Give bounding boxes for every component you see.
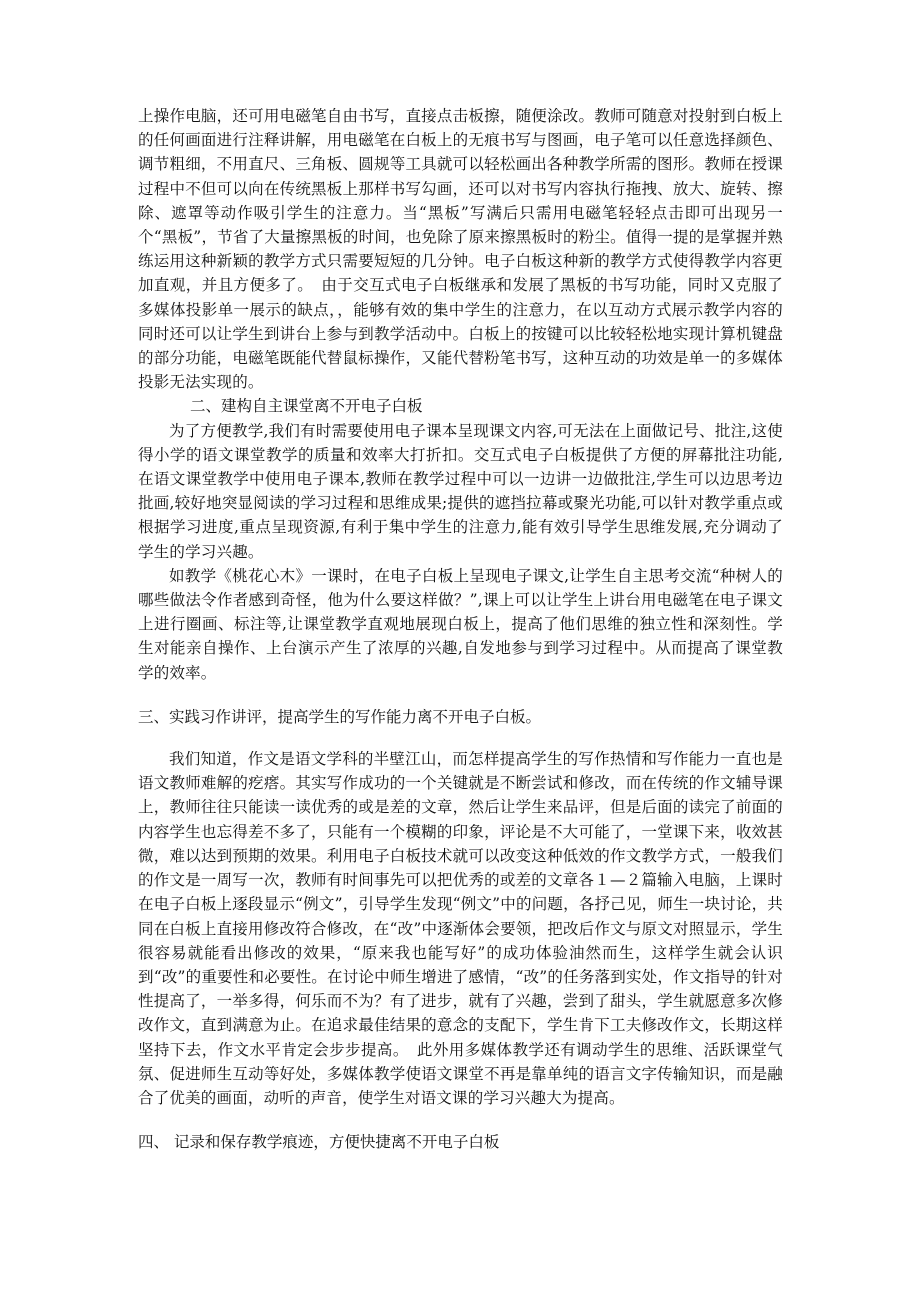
spacer: [138, 1110, 783, 1130]
section-heading-4: 四、 记录和保存教学痕迹，方便快捷离不开电子白板: [138, 1133, 500, 1152]
body-paragraph-4: 我们知道，作文是语文学科的半壁江山，而怎样提高学生的写作热情和写作能力一直也是语文教师难解的疙瘩。其实写作成功的一个关键就是不断尝试和修改，而在传统的作文辅导课上，教师往往只能读一读优秀的或是差的文章，然后让学生来品评，但是后面的读完了前面的内容学生也忘得差不多了，只能有一个模糊的印象，评论是不大可能了，一堂课下来，收效甚微，难以达到预期的效果。利用电子白板技术就可以改变这种低效的作文教学方式，一般我们的作文是一周写一次，教师有时间事先可以把优秀的或差的文章各１—２篇输入电脑，上课时在电子白板上逐段显示“例文”，引导学生发现“例文”中的问题，各抒己见，师生一块讨论，共同在白板上直接用修改符合修改，在“改”中逐渐体会要领，把改后作文与原文对照显示，学生很容易就能看出修改的效果，“原来我也能写好”的成功体验油然而生，这样学生就会认识到“改”的重要性和必要性。在讨论中师生增进了感情，“改”的任务落到实处，作文指导的针对性提高了，一举多得，何乐而不为？有了进步，就有了兴趣，尝到了甜头，学生就愿意多次修改作文，直到满意为止。在追求最佳结果的意念的支配下，学生肯下工夫修改作文，长期这样坚持下去，作文水平肯定会步步提高。 此外用多媒体教学还有调动学生的思维、活跃课堂气氛、促进师生互动等好处，多媒体教学使语文课堂不再是靠单纯的语言文字传输知识，而是融合了优美的画面，动听的声音，使学生对语文课的学习兴趣大为提高。: [138, 750, 783, 1107]
section-heading-2: 二、建构自主课堂离不开电子白板: [190, 397, 423, 416]
body-paragraph-3: 如教学《桃花心木》一课时，在电子白板上呈现电子课文,让学生自主思考交流“种树人的哪些做法令作者感到奇怪，他为什么要这样做？”,课上可以让学生上讲台用电磁笔在电子课文上进行圈画、标注等,让课堂教学直观地展现白板上，提高了他们思维的独立性和深刻性。学生对能亲自操作、上台演示产生了浓厚的兴趣,自发地参与到学习过程中。从而提高了课堂教学的效率。: [138, 566, 783, 682]
spacer: [138, 729, 783, 747]
section-heading-3: 三、实践习作讲评，提高学生的写作能力离不开电子白板。: [138, 707, 542, 726]
body-paragraph-1: 上操作电脑，还可用电磁笔自由书写，直接点击板擦，随便涂改。教师可随意对投射到白板上的任何画面进行注释讲解，用电磁笔在白板上的无痕书写与图画，电子笔可以任意选择颜色、调节粗细，不用直尺、三角板、圆规等工具就可以轻松画出各种教学所需的图形。教师在授课过程中不但可以向在传统黑板上那样书写勾画，还可以对书写内容执行拖拽、放大、旋转、擦除、遮罩等动作吸引学生的注意力。当“黑板”写满后只需用电磁笔轻轻点击即可出现另一个“黑板”，节省了大量擦黑板的时间，也免除了原来擦黑板时的粉尘。值得一提的是掌握并熟练运用这种新颖的教学方式只需要短短的几分钟。电子白板这种新的教学方式使得教学内容更加直观，并且方便多了。 由于交互式电子白板继承和发展了黑板的书写功能，同时又克服了多媒体投影单一展示的缺点，，能够有效的集中学生的注意力，在以互动方式展示教学内容的同时还可以让学生到讲台上参与到教学活动中。白板上的按键可以比较轻松地实现计算机键盘的部分功能，电磁笔既能代替鼠标操作，又能代替粉笔书写，这种互动的功效是单一的多媒体投影无法实现的。: [138, 107, 783, 392]
body-paragraph-2: 为了方便教学,我们有时需要使用电子课本呈现课文内容,可无法在上面做记号、批注,这使得小学的语文课堂教学的质量和效率大打折扣。交互式电子白板提供了方便的屏幕批注功能,在语文课堂教学中使用电子课本,教师在教学过程中可以一边讲一边做批注,学生可以边思考边批画,较好地突显阅读的学习过程和思维成果;提供的遮挡拉幕或聚光功能,可以针对教学重点或根据学习进度,重点呈现资源,有利于集中学生的注意力,能有效引导学生思维发展,充分调动了学生的学习兴趣。: [138, 421, 783, 561]
spacer: [138, 685, 783, 705]
document-page: [138, 104, 783, 1154]
